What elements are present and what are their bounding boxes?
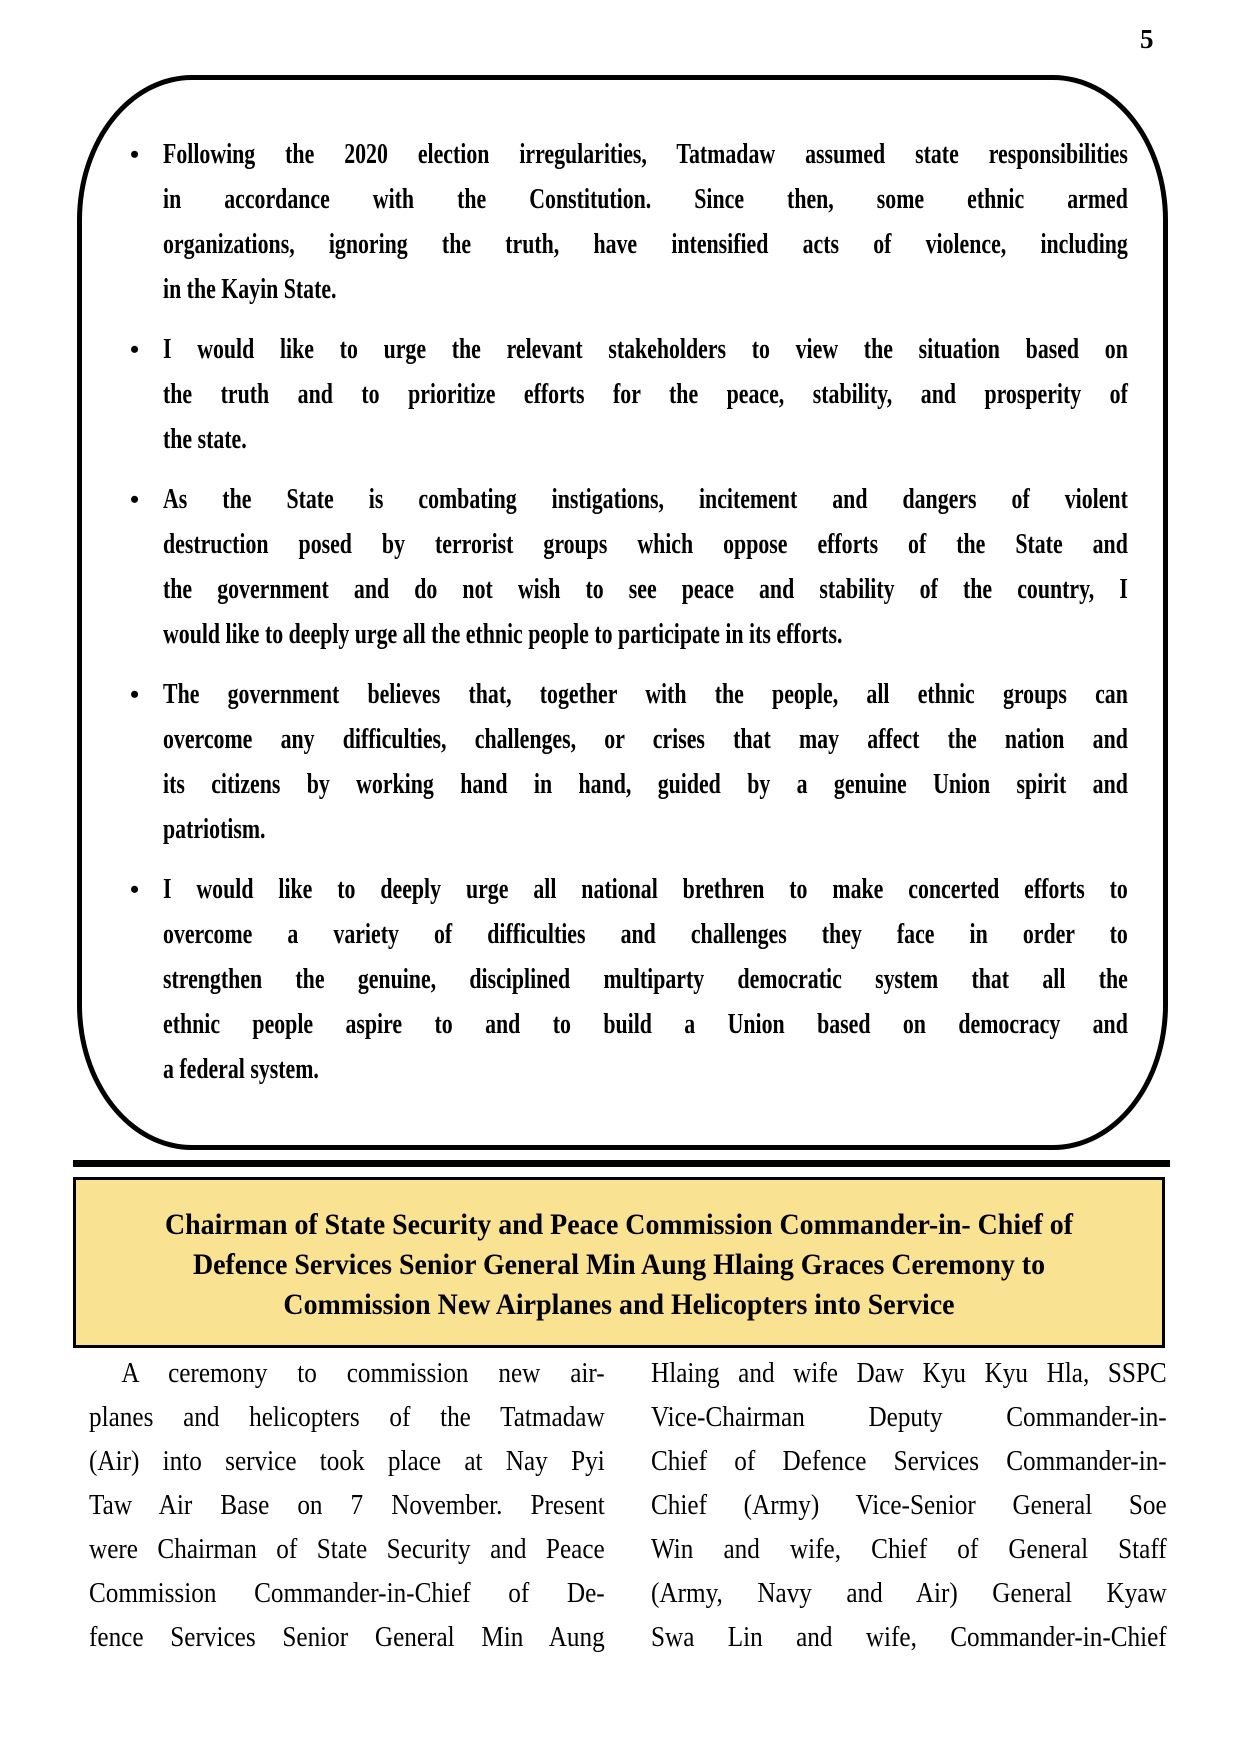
bullet-icon: • — [130, 680, 140, 709]
bullet-list — [130, 132, 1128, 1092]
article-body — [89, 1352, 1167, 1660]
bullet-line: organizations, ignoring the truth, have intensified acts of violence, including — [163, 229, 1128, 260]
headline-text-line: Chairman of State Security and Peace Commission Commander-in- Chief of — [165, 1208, 1073, 1241]
article-line: (Air) into service took place at Nay Pyi — [89, 1446, 605, 1477]
bullet-line: the state. — [163, 424, 247, 455]
headline-box — [73, 1177, 1165, 1348]
bullet-icon: • — [130, 335, 140, 364]
article-line: Hlaing and wife Daw Kyu Kyu Hla, SSPC — [651, 1358, 1167, 1389]
article-line: Taw Air Base on 7 November. Present — [89, 1490, 605, 1521]
bullet-line: in the Kayin State. — [163, 274, 337, 305]
bullet-line: Following the 2020 election irregularities, Tatmadaw assumed state responsibilities — [163, 139, 1128, 170]
article-line: fence Services Senior General Min Aung — [89, 1622, 605, 1653]
bullet-line: ethnic people aspire to and to build a Union based on democracy and — [163, 1009, 1128, 1040]
bullet-line: destruction posed by terrorist groups which oppose efforts of the State and — [163, 529, 1128, 560]
bullet-text — [163, 132, 1128, 312]
bullet-item — [130, 867, 1128, 1092]
bullet-text — [163, 477, 1128, 657]
bullet-text — [163, 867, 1128, 1092]
bullet-line: The government believes that, together with the people, all ethnic groups can — [163, 679, 1128, 710]
article-line: Vice-Chairman Deputy Commander-in- — [651, 1402, 1167, 1433]
bullet-item — [130, 327, 1128, 462]
headline-text-line: Defence Services Senior General Min Aung Hlaing Graces Ceremony to — [192, 1248, 1046, 1281]
bullet-line: patriotism. — [163, 814, 266, 845]
article-column-right — [651, 1352, 1167, 1660]
bullet-item — [130, 672, 1128, 852]
section-divider — [73, 1160, 1170, 1167]
bullet-line: a federal system. — [163, 1054, 319, 1085]
article-line: were Chairman of State Security and Peace — [89, 1534, 605, 1565]
bullet-line: As the State is combating instigations, incitement and dangers of violent — [163, 484, 1128, 515]
bullet-icon: • — [130, 875, 140, 904]
bullet-line: overcome a variety of difficulties and challenges they face in order to — [163, 919, 1128, 950]
article-line: Win and wife, Chief of General Staff — [651, 1534, 1167, 1565]
bullet-icon: • — [130, 485, 140, 514]
bullet-item — [130, 477, 1128, 657]
headline-text-line: Commission New Airplanes and Helicopters into Service — [283, 1288, 955, 1321]
bullet-text — [163, 327, 1128, 462]
article-line: Commission Commander-in-Chief of De- — [89, 1578, 605, 1609]
bullet-line: its citizens by working hand in hand, guided by a genuine Union spirit and — [163, 769, 1128, 800]
bullet-line: I would like to deeply urge all national brethren to make concerted efforts to — [163, 874, 1128, 905]
bullet-line: the government and do not wish to see peace and stability of the country, I — [163, 574, 1128, 605]
bullet-line: would like to deeply urge all the ethnic people to participate in its efforts. — [163, 619, 843, 650]
article-line: A ceremony to commission new air- — [121, 1358, 605, 1389]
bullet-line: overcome any difficulties, challenges, or crises that may affect the nation and — [163, 724, 1128, 755]
bullet-line: the truth and to prioritize efforts for the peace, stability, and prosperity of — [163, 379, 1128, 410]
page-number: 5 — [1140, 24, 1154, 54]
bullet-icon: • — [130, 140, 140, 169]
article-line: (Army, Navy and Air) General Kyaw — [651, 1578, 1167, 1609]
bullet-line: strengthen the genuine, disciplined multiparty democratic system that all the — [163, 964, 1128, 995]
article-line: planes and helicopters of the Tatmadaw — [89, 1402, 605, 1433]
bullet-line: in accordance with the Constitution. Since then, some ethnic armed — [163, 184, 1128, 215]
article-line: Swa Lin and wife, Commander-in-Chief — [651, 1622, 1167, 1653]
bullet-item — [130, 132, 1128, 312]
article-line: Chief (Army) Vice-Senior General Soe — [651, 1490, 1167, 1521]
bullet-line: I would like to urge the relevant stakeholders to view the situation based on — [163, 334, 1128, 365]
bullet-text — [163, 672, 1128, 852]
key-points-box — [77, 75, 1168, 1150]
article-column-left — [89, 1352, 605, 1660]
article-line: Chief of Defence Services Commander-in- — [651, 1446, 1167, 1477]
